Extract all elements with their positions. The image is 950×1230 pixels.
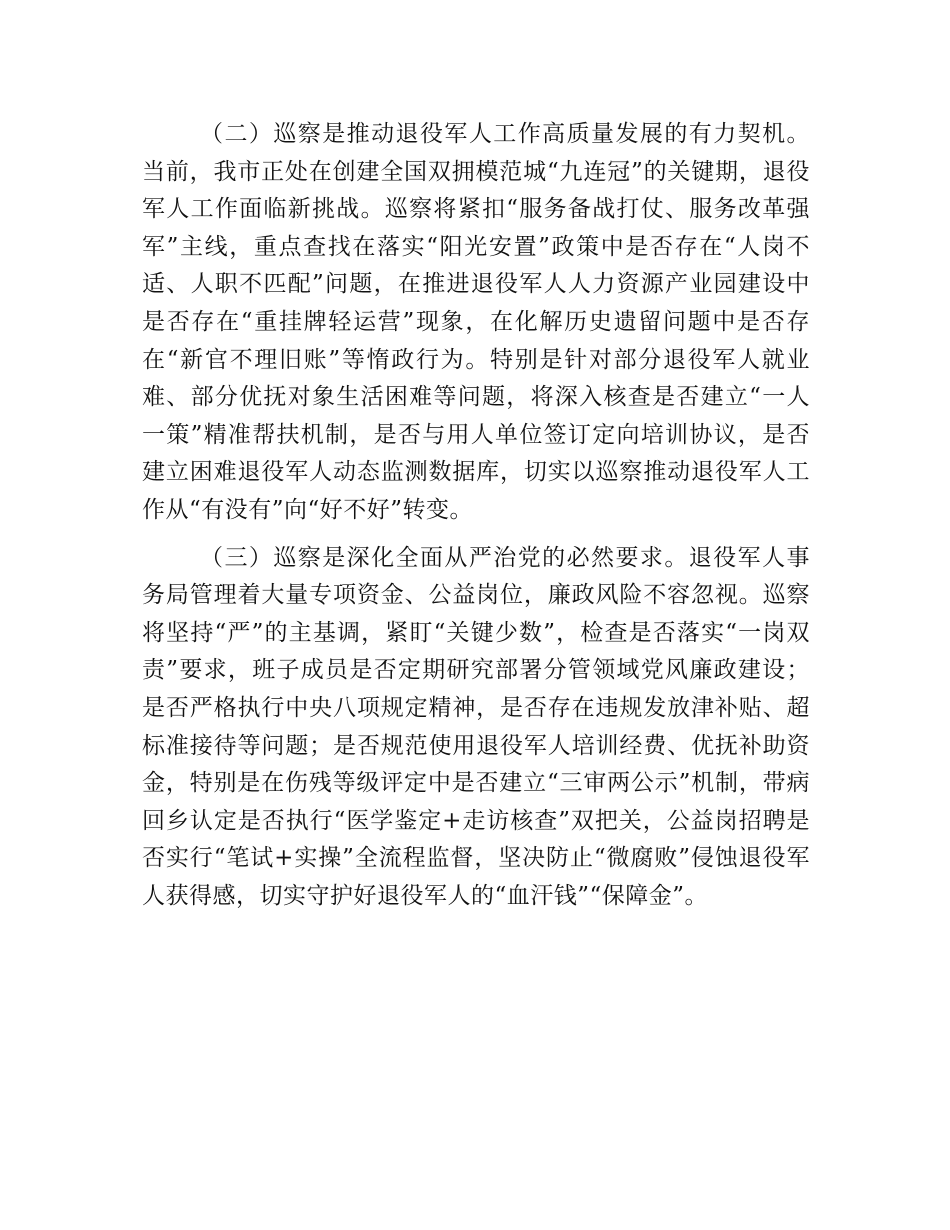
document-page (142, 116, 810, 915)
paragraph-party-discipline: （三）巡察是深化全面从严治党的必然要求。退役军人事务局管理着大量专项资金、公益岗位，廉政风险不容忽视。巡察将坚持“严”的主基调，紧盯“关键少数”，检查是否落实“一岗双责”要求，班子成员是否定期研究部署分管领域党风廉政建设；是否严格执行中央八项规定精神，是否存在违规发放津补贴、超标准接待等问题；是否规范使用退役军人培训经费、优抚补助资金，特别是在伤残等级评定中是否建立“三审两公示”机制，带病回乡认定是否执行“医学鉴定+走访核查”双把关，公益岗招聘是否实行“笔试+实操”全流程监督，坚决防止“微腐败”侵蚀退役军人获得感，切实守护好退役军人的“血汗钱”“保障金”。 (142, 544, 810, 909)
paragraph-inspection-opportunity: （二）巡察是推动退役军人工作高质量发展的有力契机。当前，我市正处在创建全国双拥模范城“九连冠”的关键期，退役军人工作面临新挑战。巡察将紧扣“服务备战打仗、服务改革强军”主线，重点查找在落实“阳光安置”政策中是否存在“人岗不适、人职不匹配”问题，在推进退役军人人力资源产业园建设中是否存在“重挂牌轻运营”现象，在化解历史遗留问题中是否存在“新官不理旧账”等惰政行为。特别是针对部分退役军人就业难、部分优抚对象生活困难等问题，将深入核查是否建立“一人一策”精准帮扶机制，是否与用人单位签订定向培训协议，是否建立困难退役军人动态监测数据库，切实以巡察推动退役军人工作从“有没有”向“好不好”转变。 (142, 121, 810, 523)
